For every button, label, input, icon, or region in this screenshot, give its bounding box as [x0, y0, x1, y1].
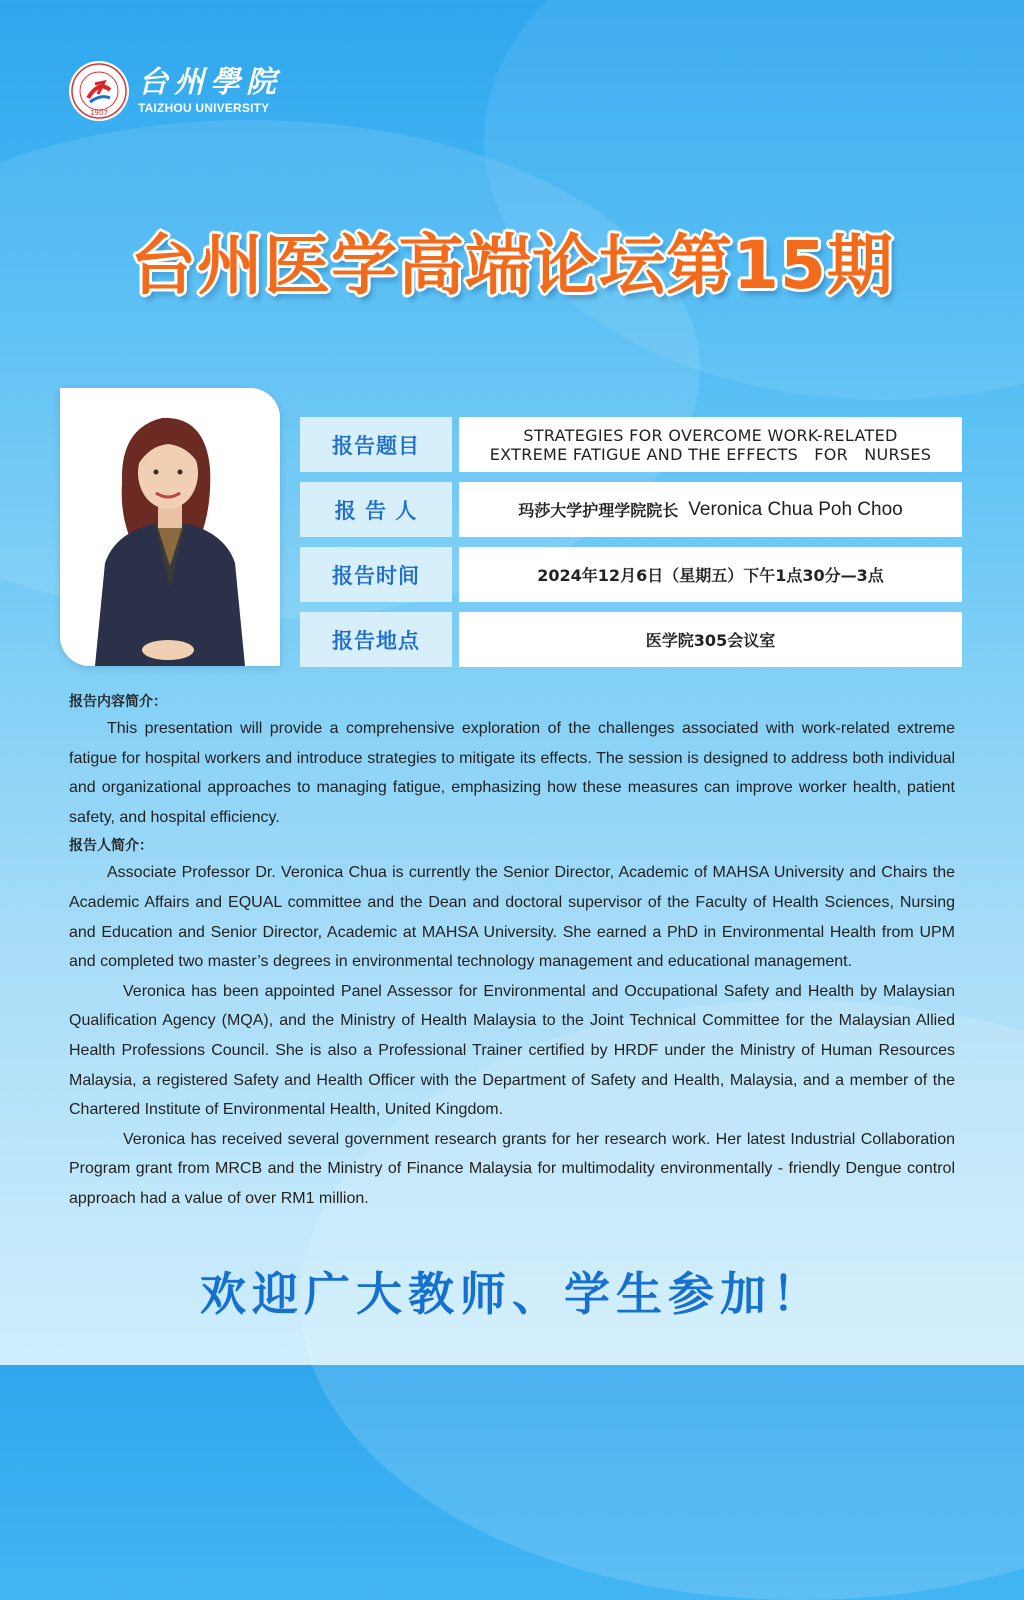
university-name-cn: 台州學院	[138, 65, 282, 100]
speaker-label: 报 告 人	[300, 482, 452, 537]
bio-paragraph-3: Veronica has received several government research grants for her research work. Her latest Industrial Collaboration Program grant from MRCB and the Ministry of Finance Malaysia for multimodality environmentally - friendly Dengue control approach had a value of over RM1 million.	[69, 1130, 955, 1207]
speaker-row	[300, 482, 962, 537]
welcome-banner: 欢迎广大教师、学生参加！	[200, 1267, 824, 1321]
speaker-title-cn: 玛莎大学护理学院院长	[518, 501, 679, 520]
place-value: 医学院305会议室	[459, 612, 962, 667]
place-row	[300, 612, 962, 667]
topic-value	[459, 417, 962, 472]
background-wave	[484, 0, 1024, 400]
time-row	[300, 547, 962, 602]
svg-text:1907: 1907	[90, 109, 108, 117]
topic-line-1: STRATEGIES FOR OVERCOME WORK-RELATED	[523, 425, 898, 445]
place-label: 报告地点	[300, 612, 452, 667]
speaker-name-en: Veronica Chua Poh Choo	[688, 498, 903, 520]
topic-line-2: EXTREME FATIGUE AND THE EFFECTS FOR NURSES	[489, 444, 932, 464]
summary-paragraph: This presentation will provide a comprehensive exploration of the challenges associated with work-related extreme fatigue for hospital workers and introduce strategies to mitigate its effects. The session is designed to address both individual and organizational approaches to managing fatigue, emphasizing how these measures can improve worker health, patient safety, and hospital efficiency.	[69, 720, 955, 826]
time-value: 2024年12月6日（星期五）下午1点30分—3点	[459, 547, 962, 602]
page-title: 台州医学高端论坛第15期	[130, 227, 894, 304]
talk-info-table	[300, 417, 962, 677]
summary-heading: 报告内容简介：	[69, 694, 167, 710]
speaker-photo	[60, 388, 280, 666]
topic-label: 报告题目	[300, 417, 452, 472]
speaker-value	[459, 482, 962, 537]
bio-heading: 报告人简介：	[69, 838, 153, 855]
time-label: 报告时间	[300, 547, 452, 602]
university-seal-icon	[68, 60, 130, 122]
bio-paragraph-2: Veronica has been appointed Panel Assessor for Environmental and Occupational Safety and Health by Malaysian Qualification Agency (MQA), and the Ministry of Health Malaysia to the Joint Technical Committee for the Malaysian Allied Health Professions Council. She is also a Professional Trainer certified by HRDF under the Ministry of Human Resources Malaysia, a registered Safety and Health Officer with the Department of Safety and Health, Malaysia, and a member of the Chartered Institute of Environmental Health, United Kingdom.	[69, 982, 955, 1119]
university-name-en: TAIZHOU UNIVERSITY	[138, 101, 270, 115]
talk-content	[69, 690, 955, 1214]
university-logo	[68, 60, 282, 122]
topic-row	[300, 417, 962, 472]
bio-paragraph-1: Associate Professor Dr. Veronica Chua is currently the Senior Director, Academic of MAHSA University and Chairs the Academic Affairs and EQUAL committee and the Dean and doctoral supervisor of the Faculty of Health Sciences, Nursing and Education and Senior Director, Academic at MAHSA University. She earned a PhD in Environmental Health from UPM and completed two master’s degrees in environmental technology management and educational management.	[69, 864, 955, 971]
